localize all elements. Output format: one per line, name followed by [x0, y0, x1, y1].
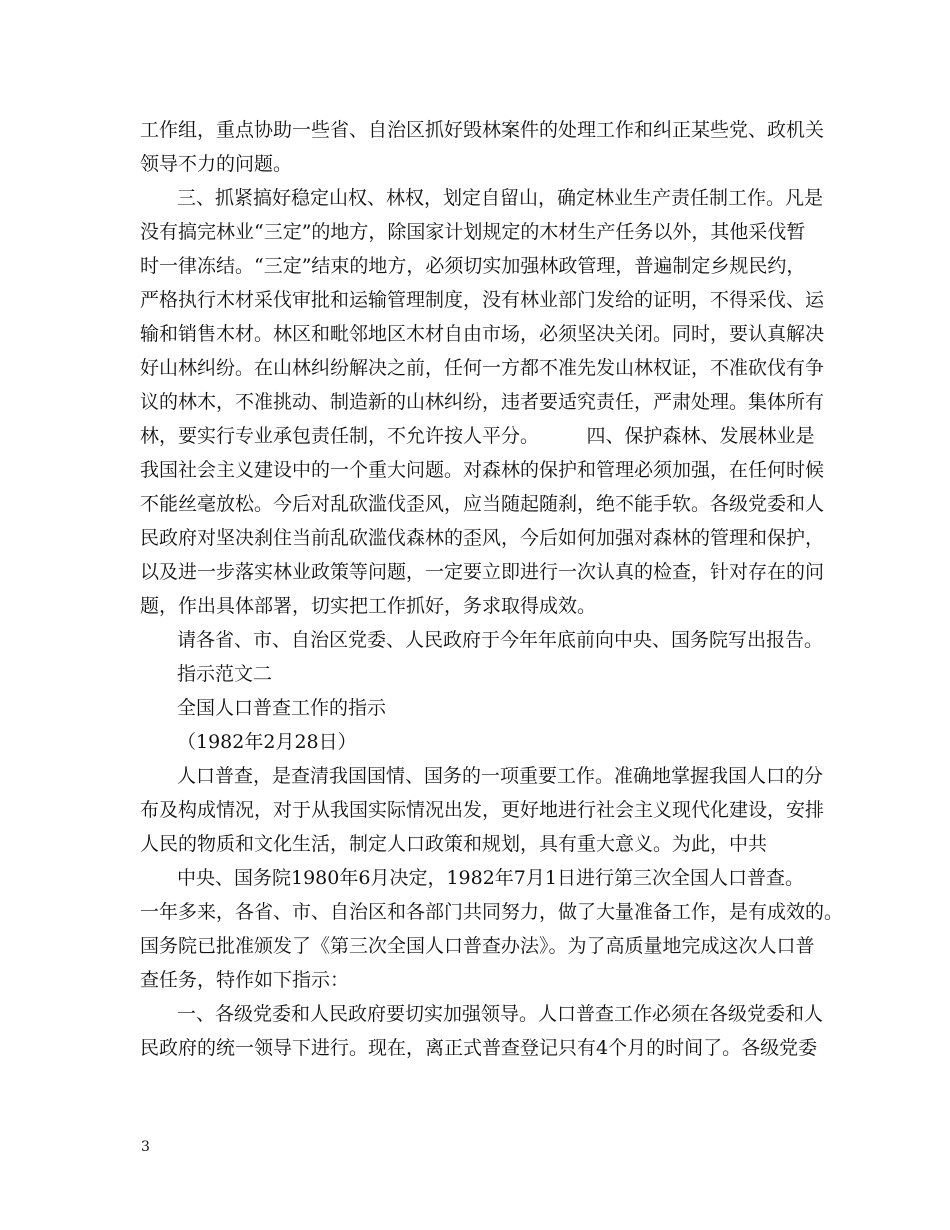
text-line: 好山林纠纷。在山林纠纷解决之前，任何一方都不准先发山林权证，不准砍伐有争 [140, 357, 825, 379]
text-line: 议的林木，不准挑动、制造新的山林纠纷，违者要适究责任，严肃处理。集体所有 [140, 391, 825, 413]
text-line: 以及进一步落实林业政策等问题，一定要立即进行一次认真的检查，针对存在的问 [140, 561, 825, 583]
text-line: 时一律冻结。“三定”结束的地方，必须切实加强林政管理，普遍制定乡规民约， [140, 255, 806, 277]
text-line: 一年多来，各省、市、自治区和各部门共同努力，做了大量准备工作，是有成效的。 [140, 901, 844, 923]
text-line: 严格执行木材采伐审批和运输管理制度，没有林业部门发给的证明，不得采伐、运 [140, 289, 825, 311]
text-line: 查任务，特作如下指示： [140, 969, 350, 991]
text-line: 我国社会主义建设中的一个重大问题。对森林的保护和管理必须加强，在任何时候 [140, 459, 825, 481]
document-date: （1982年2月28日） [177, 731, 357, 753]
text-line: 题，作出具体部署，切实把工作抓好，务求取得成效。 [140, 595, 597, 617]
section-heading: 指示范文二 [177, 663, 273, 685]
text-line: 没有搞完林业“三定”的地方，除国家计划规定的木材生产任务以外，其他采伐暂 [140, 221, 806, 243]
page-number: 3 [141, 1139, 150, 1155]
document-title: 全国人口普查工作的指示 [177, 697, 387, 719]
text-line: 布及构成情况，对于从我国实际情况出发，更好地进行社会主义现代化建设，安排 [140, 799, 825, 821]
text-line: 国务院已批准颁发了《第三次全国人口普查办法》。为了高质量地完成这次人口普 [140, 935, 815, 957]
text-line: 林，要实行专业承包责任制，不允许按人平分。 四、保护森林、发展林业是 [140, 425, 815, 447]
text-line: 人民的物质和文化生活，制定人口政策和规划，具有重大意义。为此，中共 [140, 833, 768, 855]
text-line: 民政府的统一领导下进行。现在，离正式普查登记只有4个月的时间了。各级党委 [140, 1037, 818, 1059]
text-line: 民政府对坚决刹住当前乱砍滥伐森林的歪风，今后如何加强对森林的管理和保护， [140, 527, 825, 549]
text-line: 工作组，重点协助一些省、自治区抓好毁林案件的处理工作和纠正某些党、政机关 [140, 119, 825, 141]
text-line: 人口普查，是查清我国国情、国务的一项重要工作。准确地掌握我国人口的分 [177, 765, 824, 787]
text-line: 输和销售木材。林区和毗邻地区木材自由市场，必须坚决关闭。同时，要认真解决 [140, 323, 825, 345]
text-line: 一、各级党委和人民政府要切实加强领导。人口普查工作必须在各级党委和人 [177, 1003, 824, 1025]
text-line: 三、抓紧搞好稳定山权、林权，划定自留山，确定林业生产责任制工作。凡是 [177, 187, 824, 209]
text-line: 领导不力的问题。 [140, 153, 293, 175]
text-line: 中央、国务院1980年6月决定，1982年7月1日进行第三次全国人口普查。 [177, 867, 804, 889]
text-line: 不能丝毫放松。今后对乱砍滥伐歪风，应当随起随刹，绝不能手软。各级党委和人 [140, 493, 825, 515]
text-line: 请各省、市、自治区党委、人民政府于今年年底前向中央、国务院写出报告。 [177, 629, 824, 651]
